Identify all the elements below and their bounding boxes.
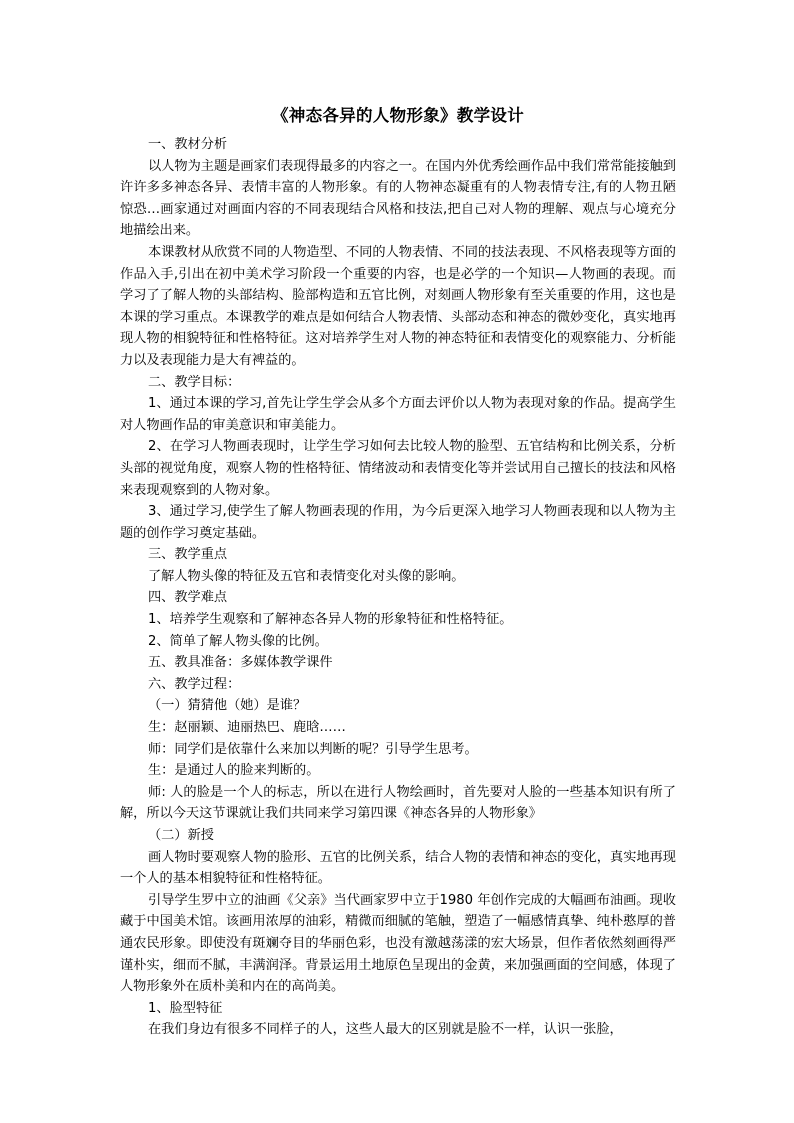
paragraph: 生：赵丽颖、迪丽热巴、鹿晗…… (148, 720, 346, 736)
paragraph: 2、在学习人物画表现时，让学生学习如何去比较人物的脸型、五官结构和比例关系，分析头部的视觉角度，观察人物的性格特征、情绪波动和表情变化等并尝试用自己擅长的技法和风格来表现观察到的人物对象。 (120, 439, 676, 498)
paragraph: 师：同学们是依靠什么来加以判断的呢？引导学生思考。 (148, 741, 478, 757)
paragraph: 本课教材从欣赏不同的人物造型、不同的人物表情、不同的技法表现、不风格表现等方面的作品入手,引出在初中美术学习阶段一个重要的内容，也是必学的一个知识—人物画的表现。而学习了了解人物的头部结构、脸部构造和五官比例，对刻画人物形象有至关重要的作用，这也是本课的学习重点。本课教学的难点是如何结合人物表情、头部动态和神态的微妙变化，真实地再现人物的相貌特征和性格特征。这对培养学生对人物的神态特征和表情变化的观察能力、分析能力以及表现能力是大有裨益的。 (120, 244, 676, 368)
section-heading: 1、脸型特征 (148, 1000, 223, 1016)
paragraph: 1、通过本课的学习,首先让学生学会从多个方面去评价以人物为表现对象的作品。提高学生对人物画作品的审美意识和审美能力。 (120, 396, 676, 433)
section-heading: 三、教学重点 (148, 547, 228, 563)
paragraph: 2、简单了解人物头像的比例。 (148, 633, 328, 649)
section-heading: （二）新授 (148, 828, 214, 843)
paragraph: 师: 人的脸是一个人的标志，所以在进行人物绘画时，首先要对人脸的一些基本知识有所了解，所以今天这节课就让我们共同来学习第四课《神态各异的人物形象》 (120, 784, 676, 822)
paragraph: 3、通过学习,使学生了解人物画表现的作用，为今后更深入地学习人物画表现和以人物为主题的创作学习奠定基础。 (120, 504, 676, 541)
section-heading: 二、教学目标： (148, 374, 241, 390)
section-heading: 五、教具准备：多媒体教学课件 (148, 655, 333, 671)
paragraph: 在我们身边有很多不同样子的人，这些人最大的区别就是脸不一样，认识一张脸， (148, 1022, 623, 1038)
section-heading: 四、教学难点 (148, 590, 228, 606)
document-body (120, 134, 676, 1041)
paragraph: 1、培养学生观察和了解神态各异人物的形象特征和性格特征。 (148, 612, 513, 628)
paragraph: 引导学生罗中立的油画《父亲》当代画家罗中立于1980 年创作完成的大幅画布油画。现收藏于中国美术馆。该画用浓厚的油彩，精微而细腻的笔触，塑造了一幅感情真挚、纯朴憨厚的普通农民形象。即使没有斑斓夺目的华丽色彩，也没有激越荡漾的宏大场景，但作者依然刻画得严谨朴实，细而不腻，丰满润泽。背景运用土地原色呈现出的金黄，来加强画面的空间感，体现了人物形象外在质朴美和内在的高尚美。 (120, 892, 676, 995)
section-heading: 六、教学过程： (148, 676, 241, 692)
section-heading: 一、教材分析 (148, 137, 228, 152)
document-page (120, 103, 676, 1041)
paragraph: 生：是通过人的脸来判断的。 (148, 763, 320, 779)
section-heading: （一）猜猜他（她）是谁？ (148, 698, 307, 714)
paragraph: 以人物为主题是画家们表现得最多的内容之一。在国内外优秀绘画作品中我们常常能接触到许许多多神态各异、表情丰富的人物形象。有的人物神态凝重有的人物表情专注,有的人物丑陋惊恐…画家通过对画面内容的不同表现结合风格和技法,把自己对人物的理解、观点与心境充分地描绘出来。 (120, 158, 676, 239)
document-title: 《神态各异的人物形象》教学设计 (272, 106, 524, 125)
paragraph: 画人物时要观察人物的脸形、五官的比例关系，结合人物的表情和神态的变化，真实地再现一个人的基本相貌特征和性格特征。 (120, 849, 676, 887)
paragraph: 了解人物头像的特征及五官和表情变化对头像的影响。 (148, 568, 465, 584)
